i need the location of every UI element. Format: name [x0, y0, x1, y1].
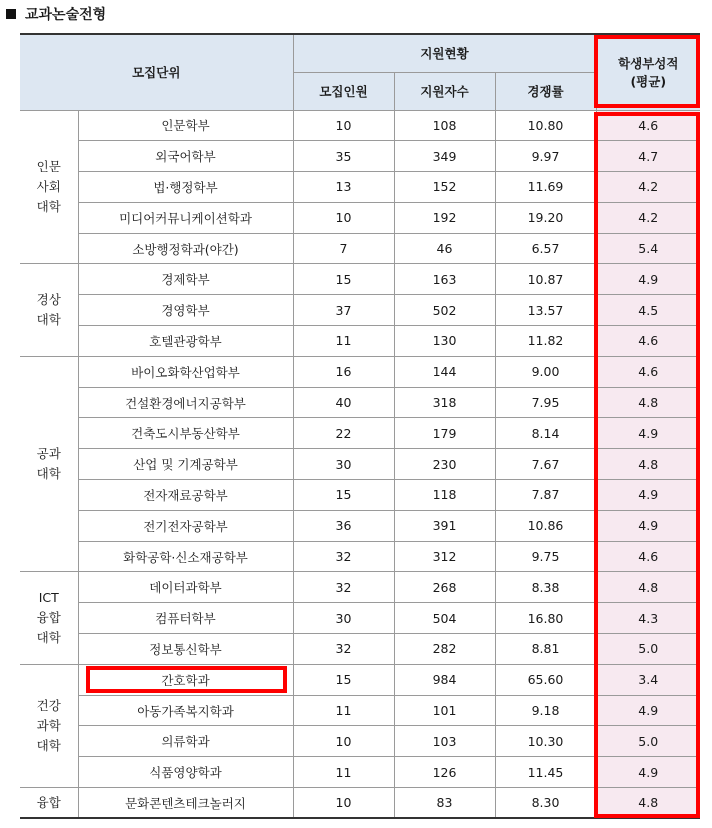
ratio-cell: 11.82 [495, 326, 596, 357]
department-name: 외국어학부 [78, 141, 293, 172]
grade-cell: 4.9 [596, 510, 700, 541]
quota-cell: 11 [293, 757, 394, 788]
table-row [20, 295, 700, 326]
table-row [20, 326, 700, 357]
quota-cell: 11 [293, 326, 394, 357]
table-row [20, 356, 700, 387]
applicants-cell: 101 [394, 695, 495, 726]
applicants-cell: 130 [394, 326, 495, 357]
section-title-text: 교과논술전형 [25, 7, 107, 23]
quota-cell: 7 [293, 233, 394, 264]
ratio-cell: 8.14 [495, 418, 596, 449]
applicants-cell: 504 [394, 603, 495, 634]
quota-cell: 40 [293, 387, 394, 418]
applicants-cell: 391 [394, 510, 495, 541]
department-name: 정보통신학부 [78, 634, 293, 665]
department-name: 식품영양학과 [78, 757, 293, 788]
table-row [20, 603, 700, 634]
ratio-cell: 6.57 [495, 233, 596, 264]
grade-cell: 4.6 [596, 541, 700, 572]
ratio-cell: 9.75 [495, 541, 596, 572]
grade-cell: 4.9 [596, 695, 700, 726]
ratio-cell: 11.69 [495, 172, 596, 203]
ratio-cell: 7.87 [495, 480, 596, 511]
quota-cell: 15 [293, 664, 394, 695]
ratio-cell: 9.00 [495, 356, 596, 387]
quota-cell: 15 [293, 264, 394, 295]
grade-cell: 5.0 [596, 726, 700, 757]
table-row [20, 202, 700, 233]
college-name: 건강 과학 대학 [20, 664, 78, 787]
applicants-cell: 268 [394, 572, 495, 603]
department-name: 전기전자공학부 [78, 510, 293, 541]
ratio-cell: 65.60 [495, 664, 596, 695]
college-name: 경상 대학 [20, 264, 78, 356]
department-name: 산업 및 기계공학부 [78, 449, 293, 480]
department-name: 아동가족복지학과 [78, 695, 293, 726]
department-name: 화학공학·신소재공학부 [78, 541, 293, 572]
quota-cell: 10 [293, 726, 394, 757]
table-row [20, 141, 700, 172]
table-row [20, 788, 700, 819]
applicants-cell: 163 [394, 264, 495, 295]
ratio-cell: 10.86 [495, 510, 596, 541]
college-name: 공과 대학 [20, 356, 78, 572]
ratio-cell: 11.45 [495, 757, 596, 788]
grade-cell: 4.8 [596, 572, 700, 603]
table-row [20, 664, 700, 695]
department-name: 호텔관광학부 [78, 326, 293, 357]
quota-cell: 15 [293, 480, 394, 511]
quota-cell: 32 [293, 541, 394, 572]
quota-cell: 32 [293, 572, 394, 603]
table-row [20, 510, 700, 541]
ratio-cell: 8.30 [495, 788, 596, 819]
department-name: 건축도시부동산학부 [78, 418, 293, 449]
quota-cell: 10 [293, 202, 394, 233]
quota-cell: 16 [293, 356, 394, 387]
quota-cell: 37 [293, 295, 394, 326]
quota-cell: 22 [293, 418, 394, 449]
applicants-cell: 103 [394, 726, 495, 757]
department-name: 미디어커뮤니케이션학과 [78, 202, 293, 233]
table-row [20, 110, 700, 141]
grade-cell: 4.6 [596, 110, 700, 141]
table-row [20, 264, 700, 295]
department-name: 전자재료공학부 [78, 480, 293, 511]
admission-table [20, 33, 700, 819]
grade-cell: 5.4 [596, 233, 700, 264]
college-name: ICT 융합 대학 [20, 572, 78, 664]
ratio-cell: 9.97 [495, 141, 596, 172]
department-name: 문화콘텐츠테크놀러지 [78, 788, 293, 819]
department-name: 소방행정학과(야간) [78, 233, 293, 264]
table-row [20, 634, 700, 665]
header-grade-line2: (평균) [630, 74, 667, 90]
ratio-cell: 13.57 [495, 295, 596, 326]
grade-cell: 4.9 [596, 480, 700, 511]
quota-cell: 30 [293, 449, 394, 480]
grade-cell: 3.4 [596, 664, 700, 695]
grade-cell: 4.6 [596, 356, 700, 387]
table-row [20, 695, 700, 726]
quota-cell: 35 [293, 141, 394, 172]
table-row [20, 449, 700, 480]
table-row [20, 726, 700, 757]
applicants-cell: 126 [394, 757, 495, 788]
header-grade-line1: 학생부성적 [618, 56, 679, 72]
department-name: 법·행정학부 [78, 172, 293, 203]
section-title [6, 4, 106, 24]
table-row [20, 172, 700, 203]
quota-cell: 11 [293, 695, 394, 726]
applicants-cell: 108 [394, 110, 495, 141]
grade-cell: 5.0 [596, 634, 700, 665]
applicants-cell: 152 [394, 172, 495, 203]
ratio-cell: 8.38 [495, 572, 596, 603]
grade-cell: 4.7 [596, 141, 700, 172]
applicants-cell: 312 [394, 541, 495, 572]
table-row [20, 541, 700, 572]
header-grade [596, 34, 700, 110]
square-bullet-icon [6, 9, 16, 19]
quota-cell: 32 [293, 634, 394, 665]
grade-cell: 4.8 [596, 788, 700, 819]
department-name: 의류학과 [78, 726, 293, 757]
grade-cell: 4.8 [596, 449, 700, 480]
college-name: 인문 사회 대학 [20, 110, 78, 264]
department-name: 데이터과학부 [78, 572, 293, 603]
header-applicants: 지원자수 [394, 72, 495, 110]
ratio-cell: 10.80 [495, 110, 596, 141]
department-name: 간호학과 [78, 664, 293, 695]
quota-cell: 10 [293, 110, 394, 141]
department-name: 바이오화학산업학부 [78, 356, 293, 387]
table-row [20, 233, 700, 264]
header-unit: 모집단위 [20, 34, 293, 110]
grade-cell: 4.8 [596, 387, 700, 418]
grade-cell: 4.3 [596, 603, 700, 634]
table-row [20, 572, 700, 603]
header-quota: 모집인원 [293, 72, 394, 110]
applicants-cell: 349 [394, 141, 495, 172]
table-row [20, 387, 700, 418]
applicants-cell: 144 [394, 356, 495, 387]
ratio-cell: 16.80 [495, 603, 596, 634]
grade-cell: 4.9 [596, 264, 700, 295]
department-name: 경제학부 [78, 264, 293, 295]
department-name: 인문학부 [78, 110, 293, 141]
applicants-cell: 118 [394, 480, 495, 511]
applicants-cell: 230 [394, 449, 495, 480]
header-ratio: 경쟁률 [495, 72, 596, 110]
table-row [20, 757, 700, 788]
ratio-cell: 7.67 [495, 449, 596, 480]
applicants-cell: 984 [394, 664, 495, 695]
applicants-cell: 192 [394, 202, 495, 233]
grade-cell: 4.2 [596, 202, 700, 233]
grade-cell: 4.2 [596, 172, 700, 203]
department-name: 건설환경에너지공학부 [78, 387, 293, 418]
quota-cell: 36 [293, 510, 394, 541]
applicants-cell: 502 [394, 295, 495, 326]
quota-cell: 10 [293, 788, 394, 819]
grade-cell: 4.5 [596, 295, 700, 326]
ratio-cell: 8.81 [495, 634, 596, 665]
grade-cell: 4.9 [596, 757, 700, 788]
ratio-cell: 10.30 [495, 726, 596, 757]
applicants-cell: 83 [394, 788, 495, 819]
ratio-cell: 9.18 [495, 695, 596, 726]
applicants-cell: 46 [394, 233, 495, 264]
ratio-cell: 10.87 [495, 264, 596, 295]
ratio-cell: 19.20 [495, 202, 596, 233]
table-row [20, 480, 700, 511]
quota-cell: 13 [293, 172, 394, 203]
applicants-cell: 282 [394, 634, 495, 665]
header-applicants-status: 지원현황 [293, 34, 596, 72]
applicants-cell: 179 [394, 418, 495, 449]
quota-cell: 30 [293, 603, 394, 634]
ratio-cell: 7.95 [495, 387, 596, 418]
table-row [20, 418, 700, 449]
grade-cell: 4.9 [596, 418, 700, 449]
table-body [20, 110, 700, 818]
department-name: 경영학부 [78, 295, 293, 326]
applicants-cell: 318 [394, 387, 495, 418]
department-name: 컴퓨터학부 [78, 603, 293, 634]
college-name: 융합 [20, 788, 78, 819]
grade-cell: 4.6 [596, 326, 700, 357]
